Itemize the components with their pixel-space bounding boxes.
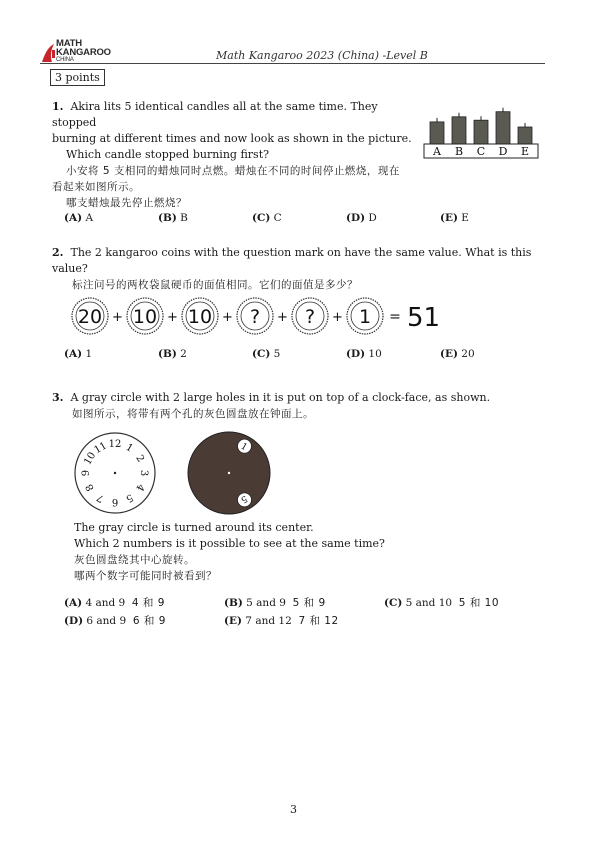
candles-figure xyxy=(422,102,542,162)
question-prompt-cn: 哪支蜡烛最先停止燃烧？ xyxy=(66,197,187,209)
question-text: A gray circle with 2 large holes in it is put on top of a clock-face, as shown. xyxy=(70,391,491,404)
clock-face-figure xyxy=(72,430,158,516)
option-c[interactable]: (C) 5 and 10 5 和 10 xyxy=(384,597,500,609)
clock-number: 5 xyxy=(123,491,135,505)
option-b[interactable]: (B) B xyxy=(158,212,188,224)
question-2 xyxy=(52,245,552,293)
clock-number: 7 xyxy=(95,491,107,505)
question-prompt-cn: 哪两个数字可能同时被看到？ xyxy=(74,570,217,582)
option-d[interactable]: (D) 10 xyxy=(346,348,382,360)
equation-result: 51 xyxy=(407,303,441,333)
candle-label: E xyxy=(520,145,530,158)
candle-label: B xyxy=(454,145,464,158)
plus-sign: + xyxy=(167,310,178,325)
question-1 xyxy=(52,99,422,211)
question-number: 2. xyxy=(52,246,64,259)
clock-number: 6 xyxy=(111,496,119,507)
question-number: 1. xyxy=(52,100,64,113)
clock-center xyxy=(114,472,116,474)
option-a[interactable]: (A) 4 and 9 4 和 9 xyxy=(64,597,165,609)
disk-hole-number: 1 xyxy=(238,441,249,454)
gray-disk-figure xyxy=(186,430,272,516)
clock-number: 9 xyxy=(81,469,92,477)
equals-sign: = xyxy=(389,309,401,325)
question-text: The 2 kangaroo coins with the question mark on have the same value. What is this value? xyxy=(52,246,532,275)
page-number: 3 xyxy=(290,803,297,816)
clock-number: 2 xyxy=(133,453,147,465)
option-e[interactable]: (E) E xyxy=(440,212,469,224)
option-a[interactable]: (A) A xyxy=(64,212,94,224)
clock-number: 10 xyxy=(82,450,99,468)
question-3 xyxy=(52,390,552,422)
plus-sign: + xyxy=(332,310,343,325)
question-text-cn: 灰色圆盘绕其中心旋转。 xyxy=(74,554,195,566)
question-prompt: Which 2 numbers is it possible to see at the same time? xyxy=(74,537,385,550)
candle-e xyxy=(518,127,532,144)
plus-sign: + xyxy=(277,310,288,325)
clock-number: 8 xyxy=(83,481,97,493)
plus-sign: + xyxy=(222,310,233,325)
header-divider xyxy=(40,63,545,64)
points-section-label: 3 points xyxy=(50,69,105,86)
question-number: 3. xyxy=(52,391,64,404)
candle-b xyxy=(452,117,466,144)
coin-value: 10 xyxy=(187,306,213,328)
answer-options-q1 xyxy=(64,212,544,228)
option-e[interactable]: (E) 7 and 12 7 和 12 xyxy=(224,615,339,627)
option-a[interactable]: (A) 1 xyxy=(64,348,93,360)
option-c[interactable]: (C) C xyxy=(252,212,282,224)
clock-number: 1 xyxy=(123,441,135,455)
plus-sign: + xyxy=(112,310,123,325)
option-d[interactable]: (D) D xyxy=(346,212,377,224)
question-prompt: Which candle stopped burning first? xyxy=(66,148,270,161)
question-text: The gray circle is turned around its center. xyxy=(74,521,314,534)
logo-wordmark: MATH KANGAROO CHINA xyxy=(56,38,111,63)
coin-value: ? xyxy=(249,306,261,328)
candle-label: D xyxy=(498,145,508,158)
clock-number: 4 xyxy=(133,481,147,493)
coin-value: 10 xyxy=(132,306,158,328)
question-text: Akira lits 5 identical candles all at the same time. They stopped xyxy=(52,100,378,129)
coin-value: 20 xyxy=(77,306,103,328)
question-text-cn: 如图所示，将带有两个孔的灰色圆盘放在钟面上。 xyxy=(72,408,314,420)
clock-number: 3 xyxy=(138,469,149,477)
option-b[interactable]: (B) 2 xyxy=(158,348,187,360)
option-b[interactable]: (B) 5 and 9 5 和 9 xyxy=(224,597,326,609)
clock-number: 12 xyxy=(108,439,122,450)
disk-center xyxy=(228,472,230,474)
candle-a xyxy=(430,122,444,144)
question-text-cn: 标注问号的两枚袋鼠硬币的面值相同。它们的面值是多少？ xyxy=(72,279,358,291)
candle-label: A xyxy=(433,145,441,158)
coin-value: ? xyxy=(304,306,316,328)
coin-equation xyxy=(70,294,441,338)
disk-hole-number: 5 xyxy=(238,492,249,505)
header-title: Math Kangaroo 2023 (China) -Level B xyxy=(216,49,428,62)
answer-options-q3 xyxy=(64,595,544,631)
clock-number: 11 xyxy=(92,440,110,457)
candle-label: C xyxy=(476,145,486,158)
option-d[interactable]: (D) 6 and 9 6 和 9 xyxy=(64,615,166,627)
question-text: burning at different times and now look as shown in the picture. xyxy=(52,132,412,145)
question-3-continued xyxy=(74,520,534,584)
option-c[interactable]: (C) 5 xyxy=(252,348,281,360)
candle-d xyxy=(496,112,510,144)
coin-value: 1 xyxy=(358,306,372,328)
answer-options-q2 xyxy=(64,348,544,364)
question-text-cn: 小安将 5 支相同的蜡烛同时点燃。蜡烛在不同的时间停止燃烧，现在 xyxy=(66,165,400,177)
question-text-cn: 看起来如图所示。 xyxy=(52,181,140,193)
option-e[interactable]: (E) 20 xyxy=(440,348,475,360)
candle-c xyxy=(474,120,488,144)
